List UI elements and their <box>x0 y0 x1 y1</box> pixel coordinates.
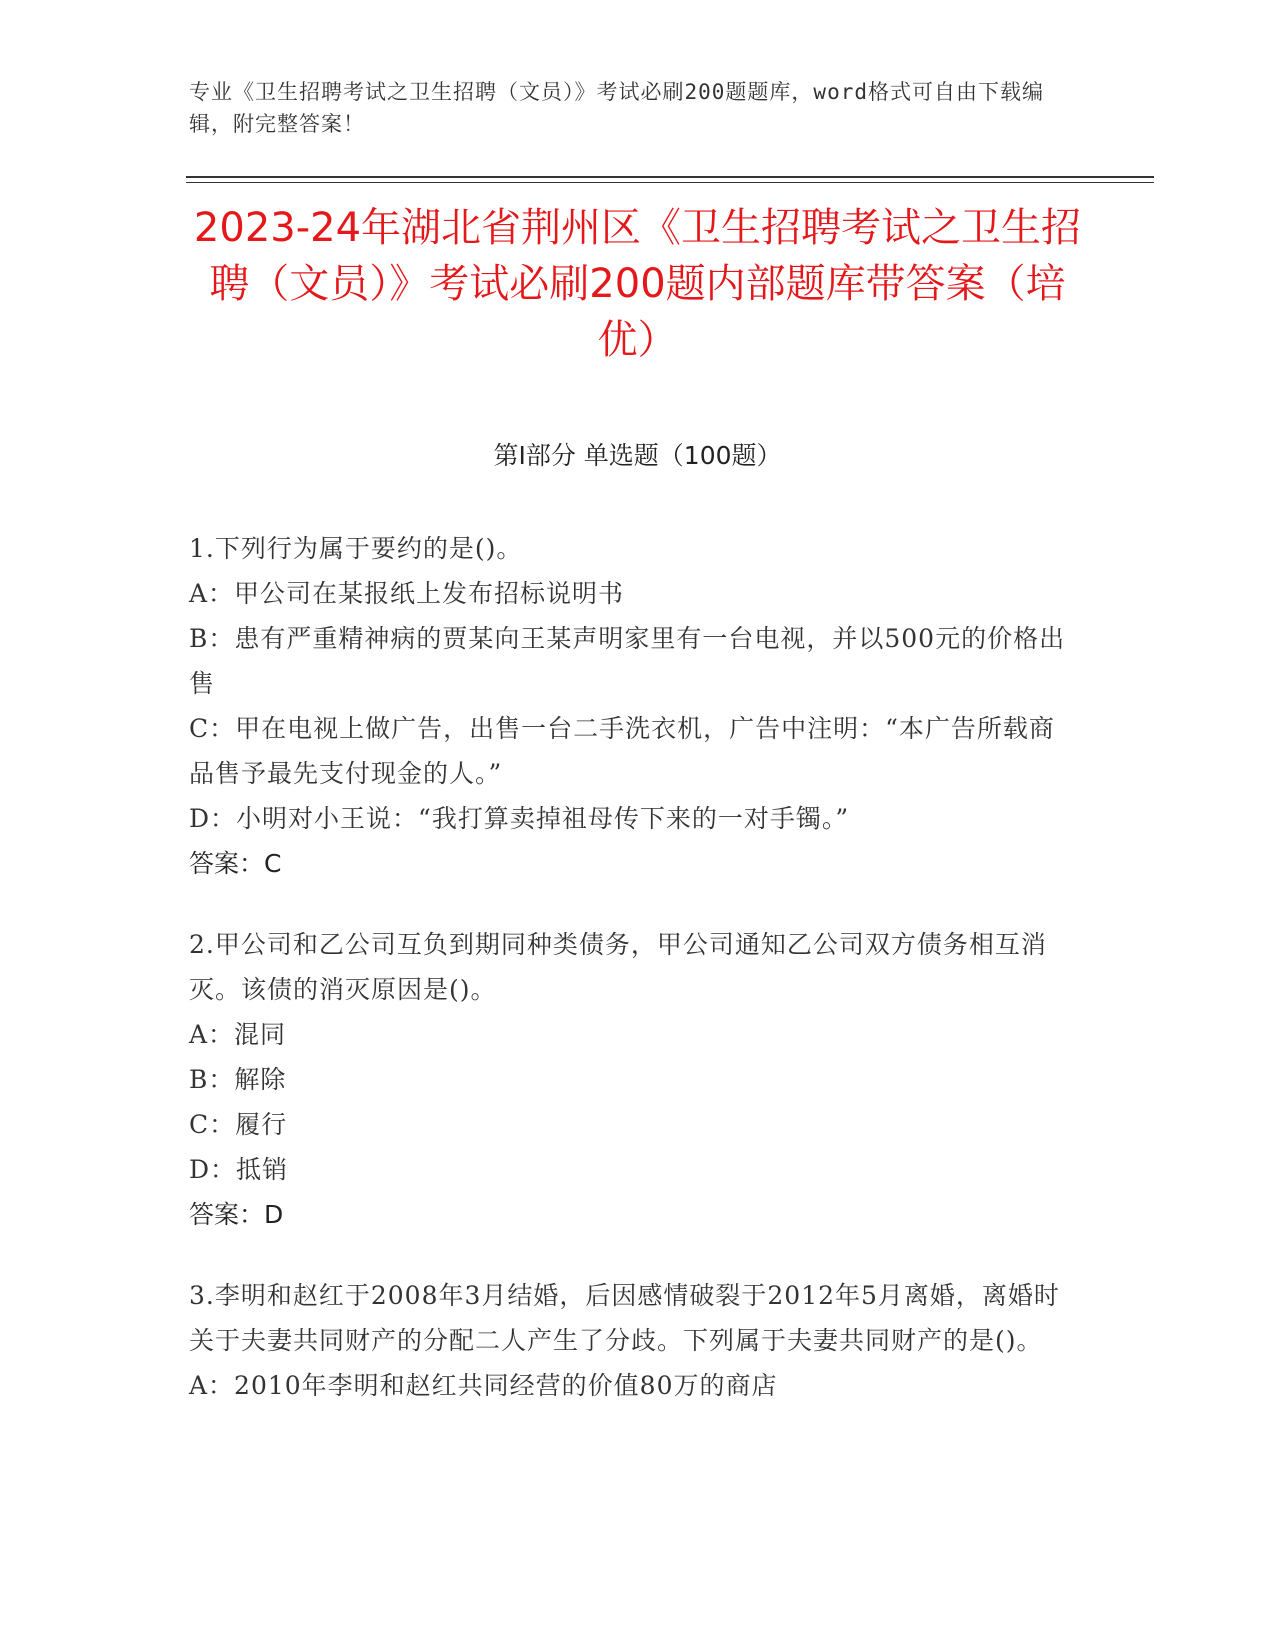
option-a: A：混同 <box>189 1020 287 1049</box>
answer: 答案：C <box>189 849 282 878</box>
question-list <box>189 526 1079 1444</box>
question-stem: 3.李明和赵红于2008年3月结婚，后因感情破裂于2012年5月离婚，离婚时关于夫妻共同财产的分配二人产生了分歧。下列属于夫妻共同财产的是()。 <box>189 1281 1060 1355</box>
header-rule-thick <box>186 176 1154 178</box>
option-a: A：2010年李明和赵红共同经营的价值80万的商店 <box>189 1371 778 1400</box>
option-d: D：抵销 <box>189 1155 289 1184</box>
option-c: C：履行 <box>189 1110 288 1139</box>
answer: 答案：D <box>189 1200 284 1229</box>
question-3 <box>189 1273 1079 1408</box>
question-stem: 1.下列行为属于要约的是()。 <box>189 534 523 563</box>
option-b: B：解除 <box>189 1065 287 1094</box>
option-b: B：患有严重精神病的贾某向王某声明家里有一台电视，并以500元的价格出售 <box>189 624 1066 698</box>
option-c: C：甲在电视上做广告，出售一台二手洗衣机，广告中注明：“本广告所载商品售予最先支付现金的人。” <box>189 714 1055 788</box>
question-1 <box>189 526 1079 886</box>
document-title: 2023-24年湖北省荆州区《卫生招聘考试之卫生招聘（文员）》考试必刷200题内部题库带答案（培优） <box>193 205 1082 363</box>
option-d: D：小明对小王说：“我打算卖掉祖母传下来的一对手镯。” <box>189 804 850 833</box>
section-title: 第Ⅰ部分 单选题（100题） <box>493 441 782 470</box>
option-a: A：甲公司在某报纸上发布招标说明书 <box>189 579 625 608</box>
header-rule-thin <box>186 182 1154 183</box>
question-stem: 2.甲公司和乙公司互负到期同种类债务，甲公司通知乙公司双方债务相互消灭。该债的消灭原因是()。 <box>189 930 1047 1004</box>
question-2 <box>189 922 1079 1237</box>
header-note: 专业《卫生招聘考试之卫生招聘（文员）》考试必刷200题题库，word格式可自由下载编辑，附完整答案！ <box>189 80 1044 136</box>
